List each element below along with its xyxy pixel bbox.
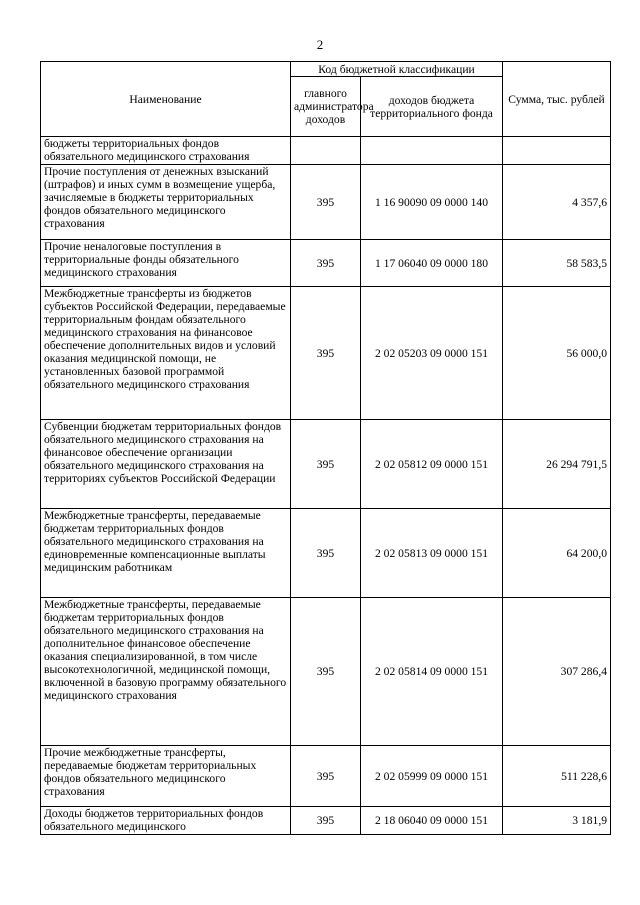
table-row [41,746,611,807]
row-budget-code: 1 17 06040 09 0000 180 [361,240,503,287]
header-name: Наименование [41,62,291,137]
row-name: Межбюджетные трансферты из бюджетов субъектов Российской Федерации, передаваемые территориальным фондам обязательного медицинского страхования на финансовое обеспечение дополнительных видов и условий оказания медицинской помощи, не установленных базовой программой обязательного медицинского страхования [41,287,291,420]
row-amount: 56 000,0 [503,287,611,420]
header-income: доходов бюджета территориального фонда [361,77,503,137]
row-amount: 64 200,0 [503,509,611,598]
row-amount: 3 181,9 [503,807,611,835]
row-name: Прочие межбюджетные трансферты, передаваемые бюджетам территориальных фондов обязательного медицинского страхования [41,746,291,807]
row-budget-code: 2 02 05814 09 0000 151 [361,598,503,746]
row-amount: 511 228,6 [503,746,611,807]
table-row [41,165,611,240]
row-name: Межбюджетные трансферты, передаваемые бюджетам территориальных фондов обязательного медицинского страхования на дополнительное финансовое обеспечение оказания специализированной, в том числе высокотехнологичной, медицинской помощи, включенной в базовую программу обязательного медицинского страхования [41,598,291,746]
row-budget-code: 2 02 05813 09 0000 151 [361,509,503,598]
row-admin-code [291,137,361,165]
row-admin-code: 395 [291,287,361,420]
row-budget-code: 2 18 06040 09 0000 151 [361,807,503,835]
table-row [41,598,611,746]
row-admin-code: 395 [291,746,361,807]
row-admin-code: 395 [291,165,361,240]
budget-income-table [40,61,611,835]
row-amount [503,137,611,165]
row-name: бюджеты территориальных фондов обязательного медицинского страхования [41,137,291,165]
row-budget-code: 2 02 05812 09 0000 151 [361,420,503,509]
row-name: Прочие неналоговые поступления в территориальные фонды обязательного медицинского страхования [41,240,291,287]
row-budget-code: 2 02 05203 09 0000 151 [361,287,503,420]
row-name: Доходы бюджетов территориальных фондов обязательного медицинского [41,807,291,835]
row-amount: 26 294 791,5 [503,420,611,509]
row-name: Субвенции бюджетам территориальных фондов обязательного медицинского страхования на финансовое обеспечение организации обязательного медицинского страхования на территориях субъектов Российской Федерации [41,420,291,509]
row-amount: 307 286,4 [503,598,611,746]
row-name: Межбюджетные трансферты, передаваемые бюджетам территориальных фондов обязательного медицинского страхования на единовременные компенсационные выплаты медицинским работникам [41,509,291,598]
table-row [41,137,611,165]
page-number: 2 [316,37,324,52]
row-budget-code: 2 02 05999 09 0000 151 [361,746,503,807]
table-row [41,420,611,509]
row-admin-code: 395 [291,420,361,509]
row-admin-code: 395 [291,240,361,287]
row-amount: 58 583,5 [503,240,611,287]
table-row [41,509,611,598]
row-admin-code: 395 [291,807,361,835]
row-admin-code: 395 [291,598,361,746]
table-row [41,807,611,835]
table-row [41,287,611,420]
row-name: Прочие поступления от денежных взысканий (штрафов) и иных сумм в возмещение ущерба, зачисляемые в бюджеты территориальных фондов обязательного медицинского страхования [41,165,291,240]
table-row [41,240,611,287]
row-admin-code: 395 [291,509,361,598]
header-admin: главного администратора доходов [291,77,361,137]
row-budget-code [361,137,503,165]
header-classification: Код бюджетной классификации [291,62,503,77]
row-budget-code: 1 16 90090 09 0000 140 [361,165,503,240]
header-amount: Сумма, тыс. рублей [503,62,611,137]
row-amount: 4 357,6 [503,165,611,240]
